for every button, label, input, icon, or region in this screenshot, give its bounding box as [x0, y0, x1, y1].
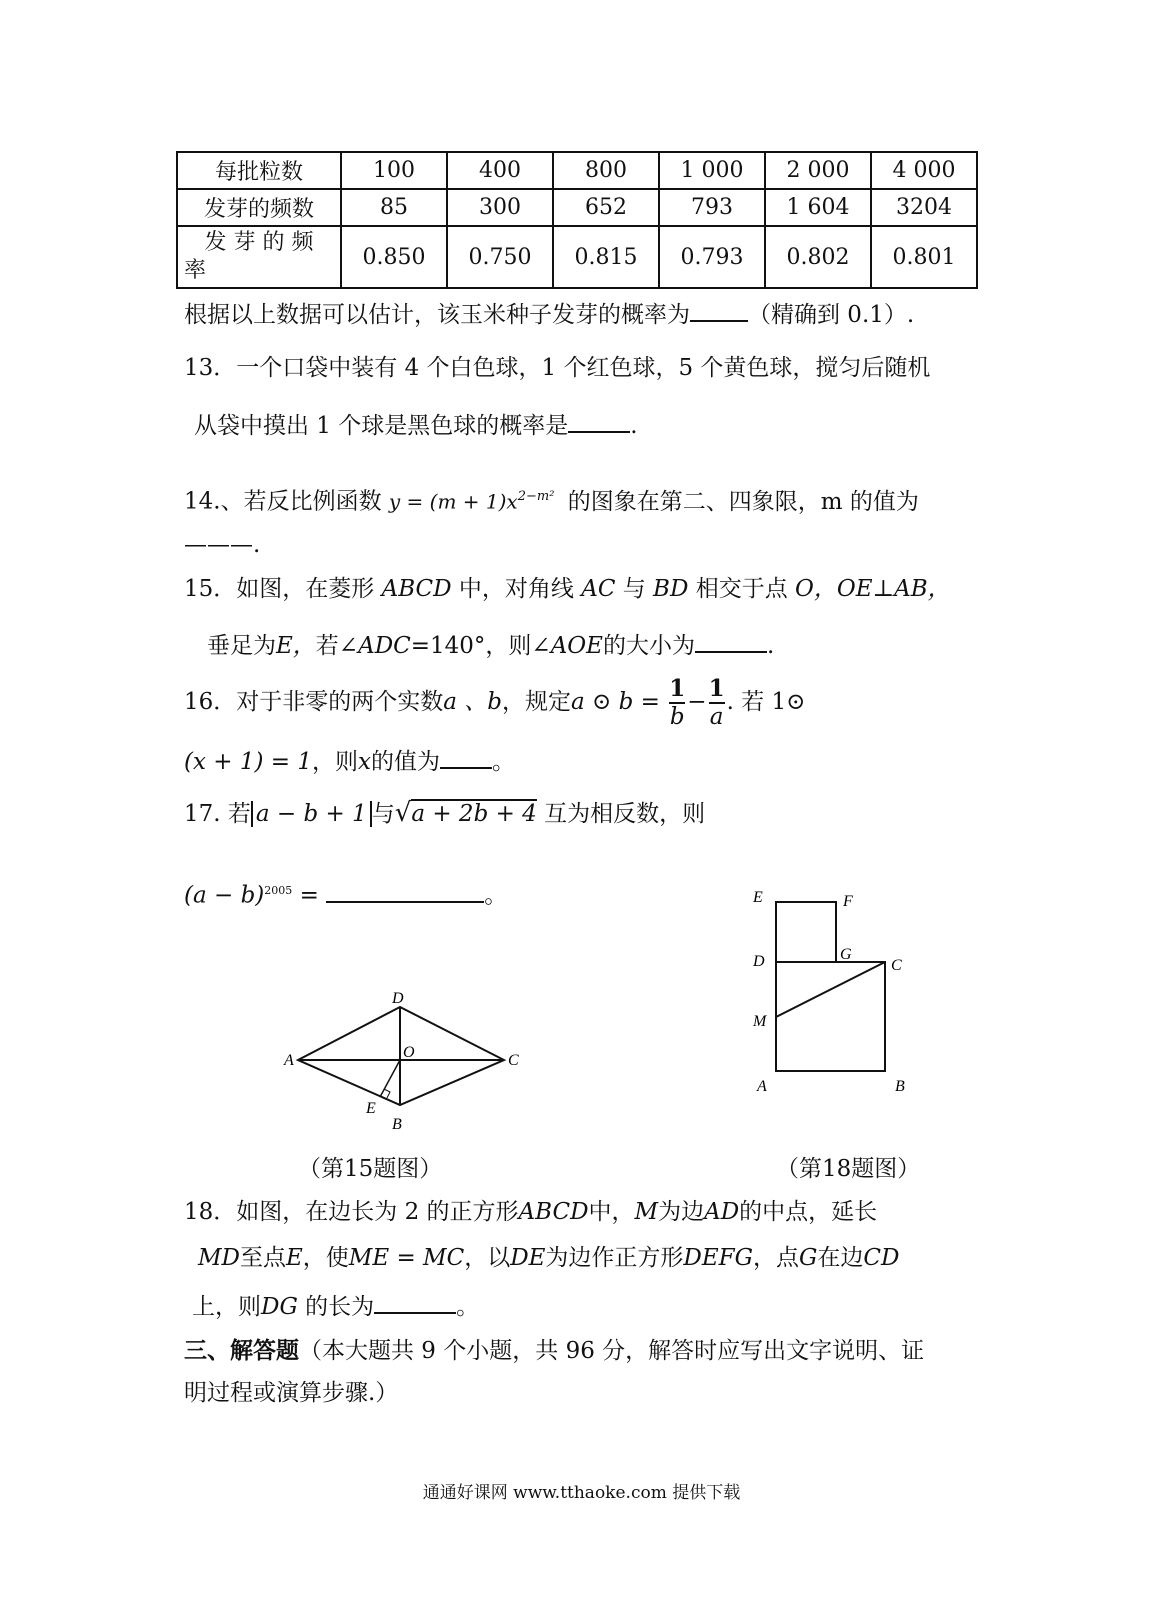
figure-18-squares — [745, 880, 925, 1100]
label-e: E — [366, 1100, 376, 1117]
section-3-heading: 三、解答题（本大题共 9 个小题，共 96 分，解答时应写出文字说明、证 — [184, 1337, 925, 1364]
table-cell: 100 — [341, 152, 447, 189]
table-cell: 793 — [659, 189, 765, 226]
answer-blank — [374, 1290, 456, 1314]
table-cell: 400 — [447, 152, 553, 189]
q14-line2: ———. — [184, 532, 261, 558]
right-angle-icon — [384, 1089, 390, 1098]
label-o: O — [403, 1044, 415, 1061]
table-cell: 0.815 — [553, 226, 659, 288]
sqrt-icon: √ — [394, 798, 412, 828]
q13-line1: 13．一个口袋中装有 4 个白色球，1 个红色球，5 个黄色球，搅匀后随机 — [184, 355, 931, 381]
q18-line2: MD至点E，使ME = MC，以DE为边作正方形DEFG，点G在边CD — [198, 1245, 900, 1271]
square-abcd — [776, 962, 885, 1071]
germination-table — [176, 151, 978, 289]
absolute-value: a − b + 1 — [251, 801, 372, 827]
label-c: C — [508, 1052, 519, 1069]
q15-line2: 垂足为E，若∠ADC=140°，则∠AOE的大小为 . — [207, 629, 774, 661]
table-cell: 800 — [553, 152, 659, 189]
label-b: B — [895, 1078, 905, 1095]
segment-mc — [776, 962, 885, 1017]
q14-exponent: 2−m² — [517, 489, 555, 504]
q13-line2: 从袋中摸出 1 个球是黑色球的概率是 . — [194, 409, 638, 441]
square-defg — [776, 902, 836, 962]
label-d: D — [392, 990, 404, 1007]
caption-fig15: （第15题图） — [298, 1156, 443, 1182]
label-c: C — [891, 957, 902, 974]
label-a: A — [757, 1078, 767, 1095]
q16-line2: (x + 1) = 1，则x的值为 。 — [184, 745, 515, 777]
label-b: B — [392, 1116, 402, 1133]
q17-line1: 17. 若 a − b + 1 与√a + 2b + 4 互为相反数，则 — [184, 798, 706, 828]
page-footer: 通通好课网 www.tthaoke.com 提供下载 — [422, 1483, 741, 1503]
table-cell: 2 000 — [765, 152, 871, 189]
table-cell: 0.750 — [447, 226, 553, 288]
q14-formula: y = (m + 1)x — [388, 489, 518, 514]
q16-line1: 16．对于非零的两个实数a 、b，规定a ⊙ b = $\frac{1}{b}$ − $\frac{1}{a}$ . 若 1⊙ — [184, 675, 806, 730]
label-d: D — [753, 953, 765, 970]
table-cell: 0.793 — [659, 226, 765, 288]
label-m: M — [753, 1013, 767, 1030]
q18-line3: 上，则DG 的长为 。 — [192, 1290, 479, 1322]
label-f: F — [843, 893, 853, 910]
label-g: G — [840, 946, 852, 963]
row-header: 发 芽 的 频 率 — [177, 226, 341, 288]
table-cell: 652 — [553, 189, 659, 226]
table-cell: 3204 — [871, 189, 977, 226]
caption-fig18: （第18题图） — [776, 1156, 921, 1182]
table-cell: 1 604 — [765, 189, 871, 226]
table-row — [177, 189, 977, 226]
answer-blank — [568, 409, 630, 433]
label-a: A — [284, 1052, 294, 1069]
sqrt-radicand: a + 2b + 4 — [411, 801, 537, 827]
answer-blank — [695, 629, 767, 653]
q18-line1: 18．如图，在边长为 2 的正方形ABCD中，M为边AD的中点，延长 — [184, 1199, 878, 1225]
label-e: E — [753, 889, 763, 906]
answer-blank — [690, 298, 748, 322]
q15-line1: 15．如图，在菱形 ABCD 中，对角线 AC 与 BD 相交于点 O，OE⊥AB， — [184, 576, 951, 602]
table-row — [177, 152, 977, 189]
row-header: 发芽的频数 — [177, 189, 341, 226]
answer-blank — [440, 745, 492, 769]
table-cell: 0.850 — [341, 226, 447, 288]
q17-line2: $(a - b)^{2005}$ = 。 — [184, 876, 507, 911]
section-3-desc-line2: 明过程或演算步骤.） — [184, 1380, 399, 1406]
fraction-1-over-b: $\frac{1}{b}$ — [669, 675, 686, 730]
fraction-1-over-a: $\frac{1}{a}$ — [708, 675, 725, 730]
table-cell: 0.802 — [765, 226, 871, 288]
table-cell: 0.801 — [871, 226, 977, 288]
table-cell: 85 — [341, 189, 447, 226]
table-cell: 1 000 — [659, 152, 765, 189]
table-cell: 300 — [447, 189, 553, 226]
figure-15-rhombus — [270, 985, 540, 1135]
table-row — [177, 226, 977, 288]
table-cell: 4 000 — [871, 152, 977, 189]
row-header: 每批粒数 — [177, 152, 341, 189]
q14-line1: 14.、若反比例函数 $y = (m + 1)x^{2-m^2}$ 的图象在第二、四象限，m 的值为 — [184, 488, 919, 515]
answer-blank — [326, 879, 484, 903]
q12-conclusion: 根据以上数据可以估计，该玉米种子发芽的概率为 （精确到 0.1）. — [184, 298, 914, 330]
